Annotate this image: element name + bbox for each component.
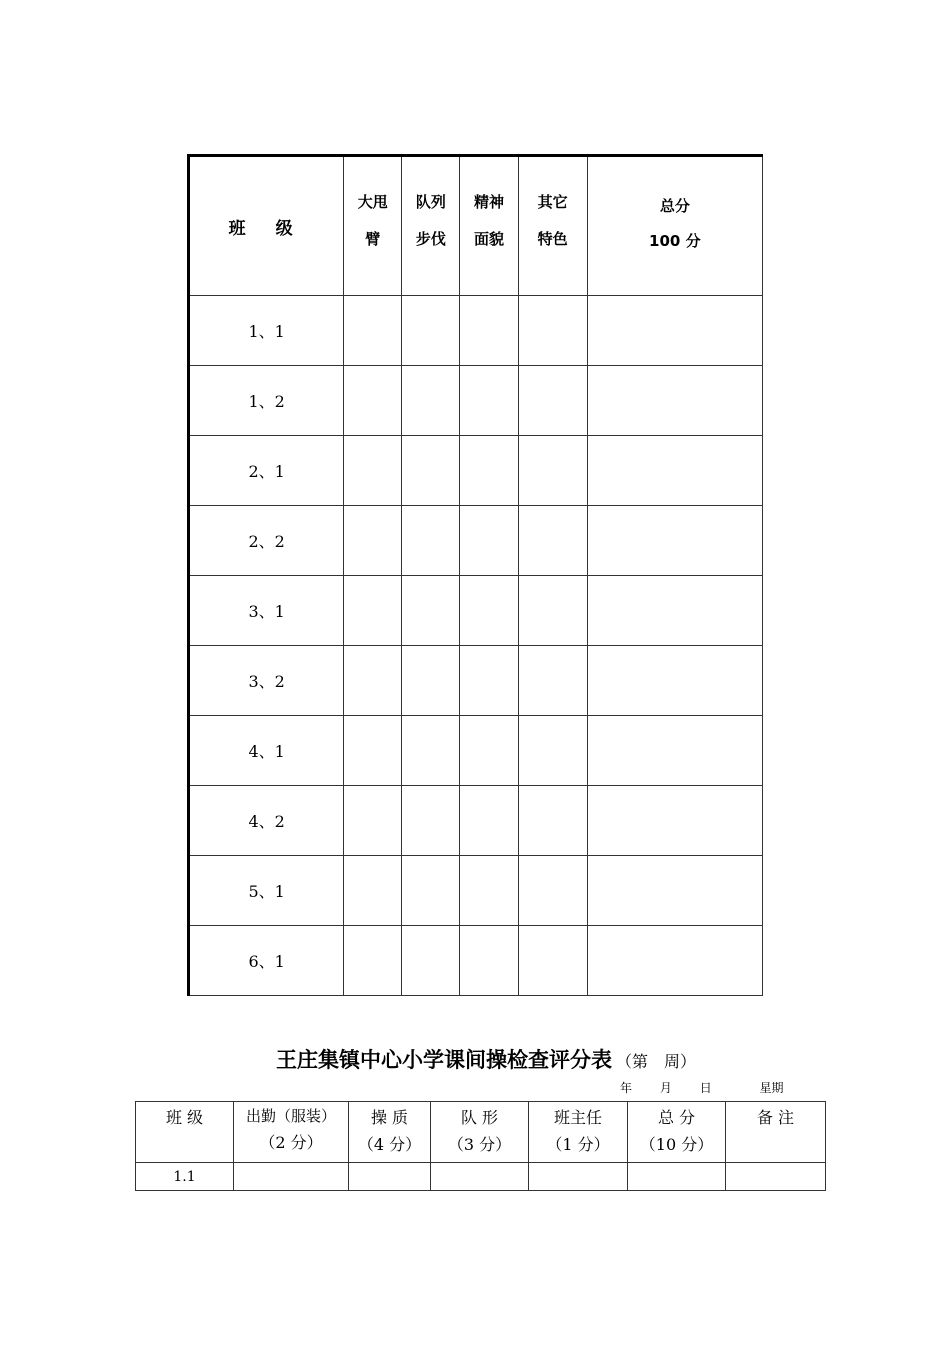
score-cell[interactable] — [460, 716, 518, 786]
date-month-label: 月 — [659, 1081, 672, 1095]
table-row — [189, 366, 763, 436]
score-cell[interactable] — [529, 1163, 628, 1191]
score-cell[interactable] — [402, 296, 460, 366]
class-cell: 6、1 — [189, 926, 344, 996]
score-table-1 — [187, 154, 763, 996]
score-cell[interactable] — [344, 716, 402, 786]
header-spirit: 精神 面貌 — [460, 156, 518, 296]
remarks-cell[interactable] — [726, 1163, 826, 1191]
table-row — [189, 646, 763, 716]
header-exercise-quality: 操 质 （4 分） — [349, 1102, 431, 1163]
score-cell[interactable] — [344, 926, 402, 996]
total-cell[interactable] — [587, 716, 762, 786]
score-cell[interactable] — [344, 576, 402, 646]
score-cell[interactable] — [518, 296, 587, 366]
score-cell[interactable] — [460, 646, 518, 716]
class-cell: 2、2 — [189, 506, 344, 576]
header-remarks: 备 注 — [726, 1102, 826, 1163]
date-year-label: 年 — [620, 1081, 633, 1095]
total-cell[interactable] — [628, 1163, 726, 1191]
score-cell[interactable] — [402, 576, 460, 646]
table-row — [136, 1163, 826, 1191]
table-row — [189, 436, 763, 506]
header-head-teacher: 班主任 （1 分） — [529, 1102, 628, 1163]
total-cell[interactable] — [587, 926, 762, 996]
score-cell[interactable] — [402, 366, 460, 436]
score-cell[interactable] — [402, 646, 460, 716]
table-row — [189, 856, 763, 926]
class-cell: 3、2 — [189, 646, 344, 716]
header-formation: 队 形 （3 分） — [431, 1102, 529, 1163]
score-cell[interactable] — [518, 436, 587, 506]
score-cell[interactable] — [344, 436, 402, 506]
score-cell[interactable] — [460, 366, 518, 436]
score-cell[interactable] — [344, 786, 402, 856]
class-cell: 1、2 — [189, 366, 344, 436]
header-total: 总分 100 分 — [587, 156, 762, 296]
score-cell[interactable] — [402, 856, 460, 926]
class-cell: 1.1 — [136, 1163, 234, 1191]
score-cell[interactable] — [402, 716, 460, 786]
score-cell[interactable] — [344, 366, 402, 436]
header-arm-swing: 大甩 臂 — [344, 156, 402, 296]
score-cell[interactable] — [431, 1163, 529, 1191]
score-cell[interactable] — [518, 716, 587, 786]
score-cell[interactable] — [349, 1163, 431, 1191]
score-cell[interactable] — [234, 1163, 349, 1191]
header-class: 班 级 — [136, 1102, 234, 1163]
total-cell[interactable] — [587, 436, 762, 506]
class-cell: 1、1 — [189, 296, 344, 366]
table-row — [189, 786, 763, 856]
total-cell[interactable] — [587, 786, 762, 856]
date-weekday-label: 星期 — [759, 1081, 784, 1095]
class-cell: 5、1 — [189, 856, 344, 926]
header-formation-step: 队列 步伐 — [402, 156, 460, 296]
table-row — [189, 506, 763, 576]
score-cell[interactable] — [460, 786, 518, 856]
score-cell[interactable] — [344, 646, 402, 716]
score-cell[interactable] — [518, 646, 587, 716]
score-cell[interactable] — [460, 506, 518, 576]
date-line — [620, 1079, 808, 1096]
header-class: 班 级 — [189, 156, 344, 296]
score-cell[interactable] — [344, 856, 402, 926]
score-cell[interactable] — [402, 436, 460, 506]
table-row — [189, 296, 763, 366]
score-cell[interactable] — [518, 856, 587, 926]
date-day-label: 日 — [699, 1081, 712, 1095]
class-cell: 4、2 — [189, 786, 344, 856]
header-row — [136, 1102, 826, 1163]
table-row — [189, 576, 763, 646]
total-cell[interactable] — [587, 366, 762, 436]
header-row — [189, 156, 763, 296]
score-cell[interactable] — [344, 506, 402, 576]
score-cell[interactable] — [460, 436, 518, 506]
score-cell[interactable] — [344, 296, 402, 366]
total-cell[interactable] — [587, 646, 762, 716]
score-cell[interactable] — [402, 926, 460, 996]
score-cell[interactable] — [518, 506, 587, 576]
score-cell[interactable] — [518, 576, 587, 646]
form-title — [276, 1044, 696, 1074]
score-table-2 — [135, 1101, 826, 1191]
score-cell[interactable] — [518, 366, 587, 436]
total-cell[interactable] — [587, 576, 762, 646]
score-cell[interactable] — [402, 506, 460, 576]
class-cell: 2、1 — [189, 436, 344, 506]
class-cell: 4、1 — [189, 716, 344, 786]
score-cell[interactable] — [518, 926, 587, 996]
score-cell[interactable] — [460, 576, 518, 646]
table-row — [189, 926, 763, 996]
header-attendance: 出勤（服装） （2 分） — [234, 1102, 349, 1163]
score-cell[interactable] — [460, 856, 518, 926]
form-title-text: 王庄集镇中心小学课间操检查评分表 — [276, 1048, 612, 1072]
score-cell[interactable] — [518, 786, 587, 856]
header-total: 总 分 （10 分） — [628, 1102, 726, 1163]
total-cell[interactable] — [587, 506, 762, 576]
table-row — [189, 716, 763, 786]
week-label: （第 周） — [616, 1052, 697, 1071]
score-cell[interactable] — [402, 786, 460, 856]
total-cell[interactable] — [587, 296, 762, 366]
total-cell[interactable] — [587, 856, 762, 926]
header-other-features: 其它 特色 — [518, 156, 587, 296]
score-cell[interactable] — [460, 296, 518, 366]
class-cell: 3、1 — [189, 576, 344, 646]
score-cell[interactable] — [460, 926, 518, 996]
